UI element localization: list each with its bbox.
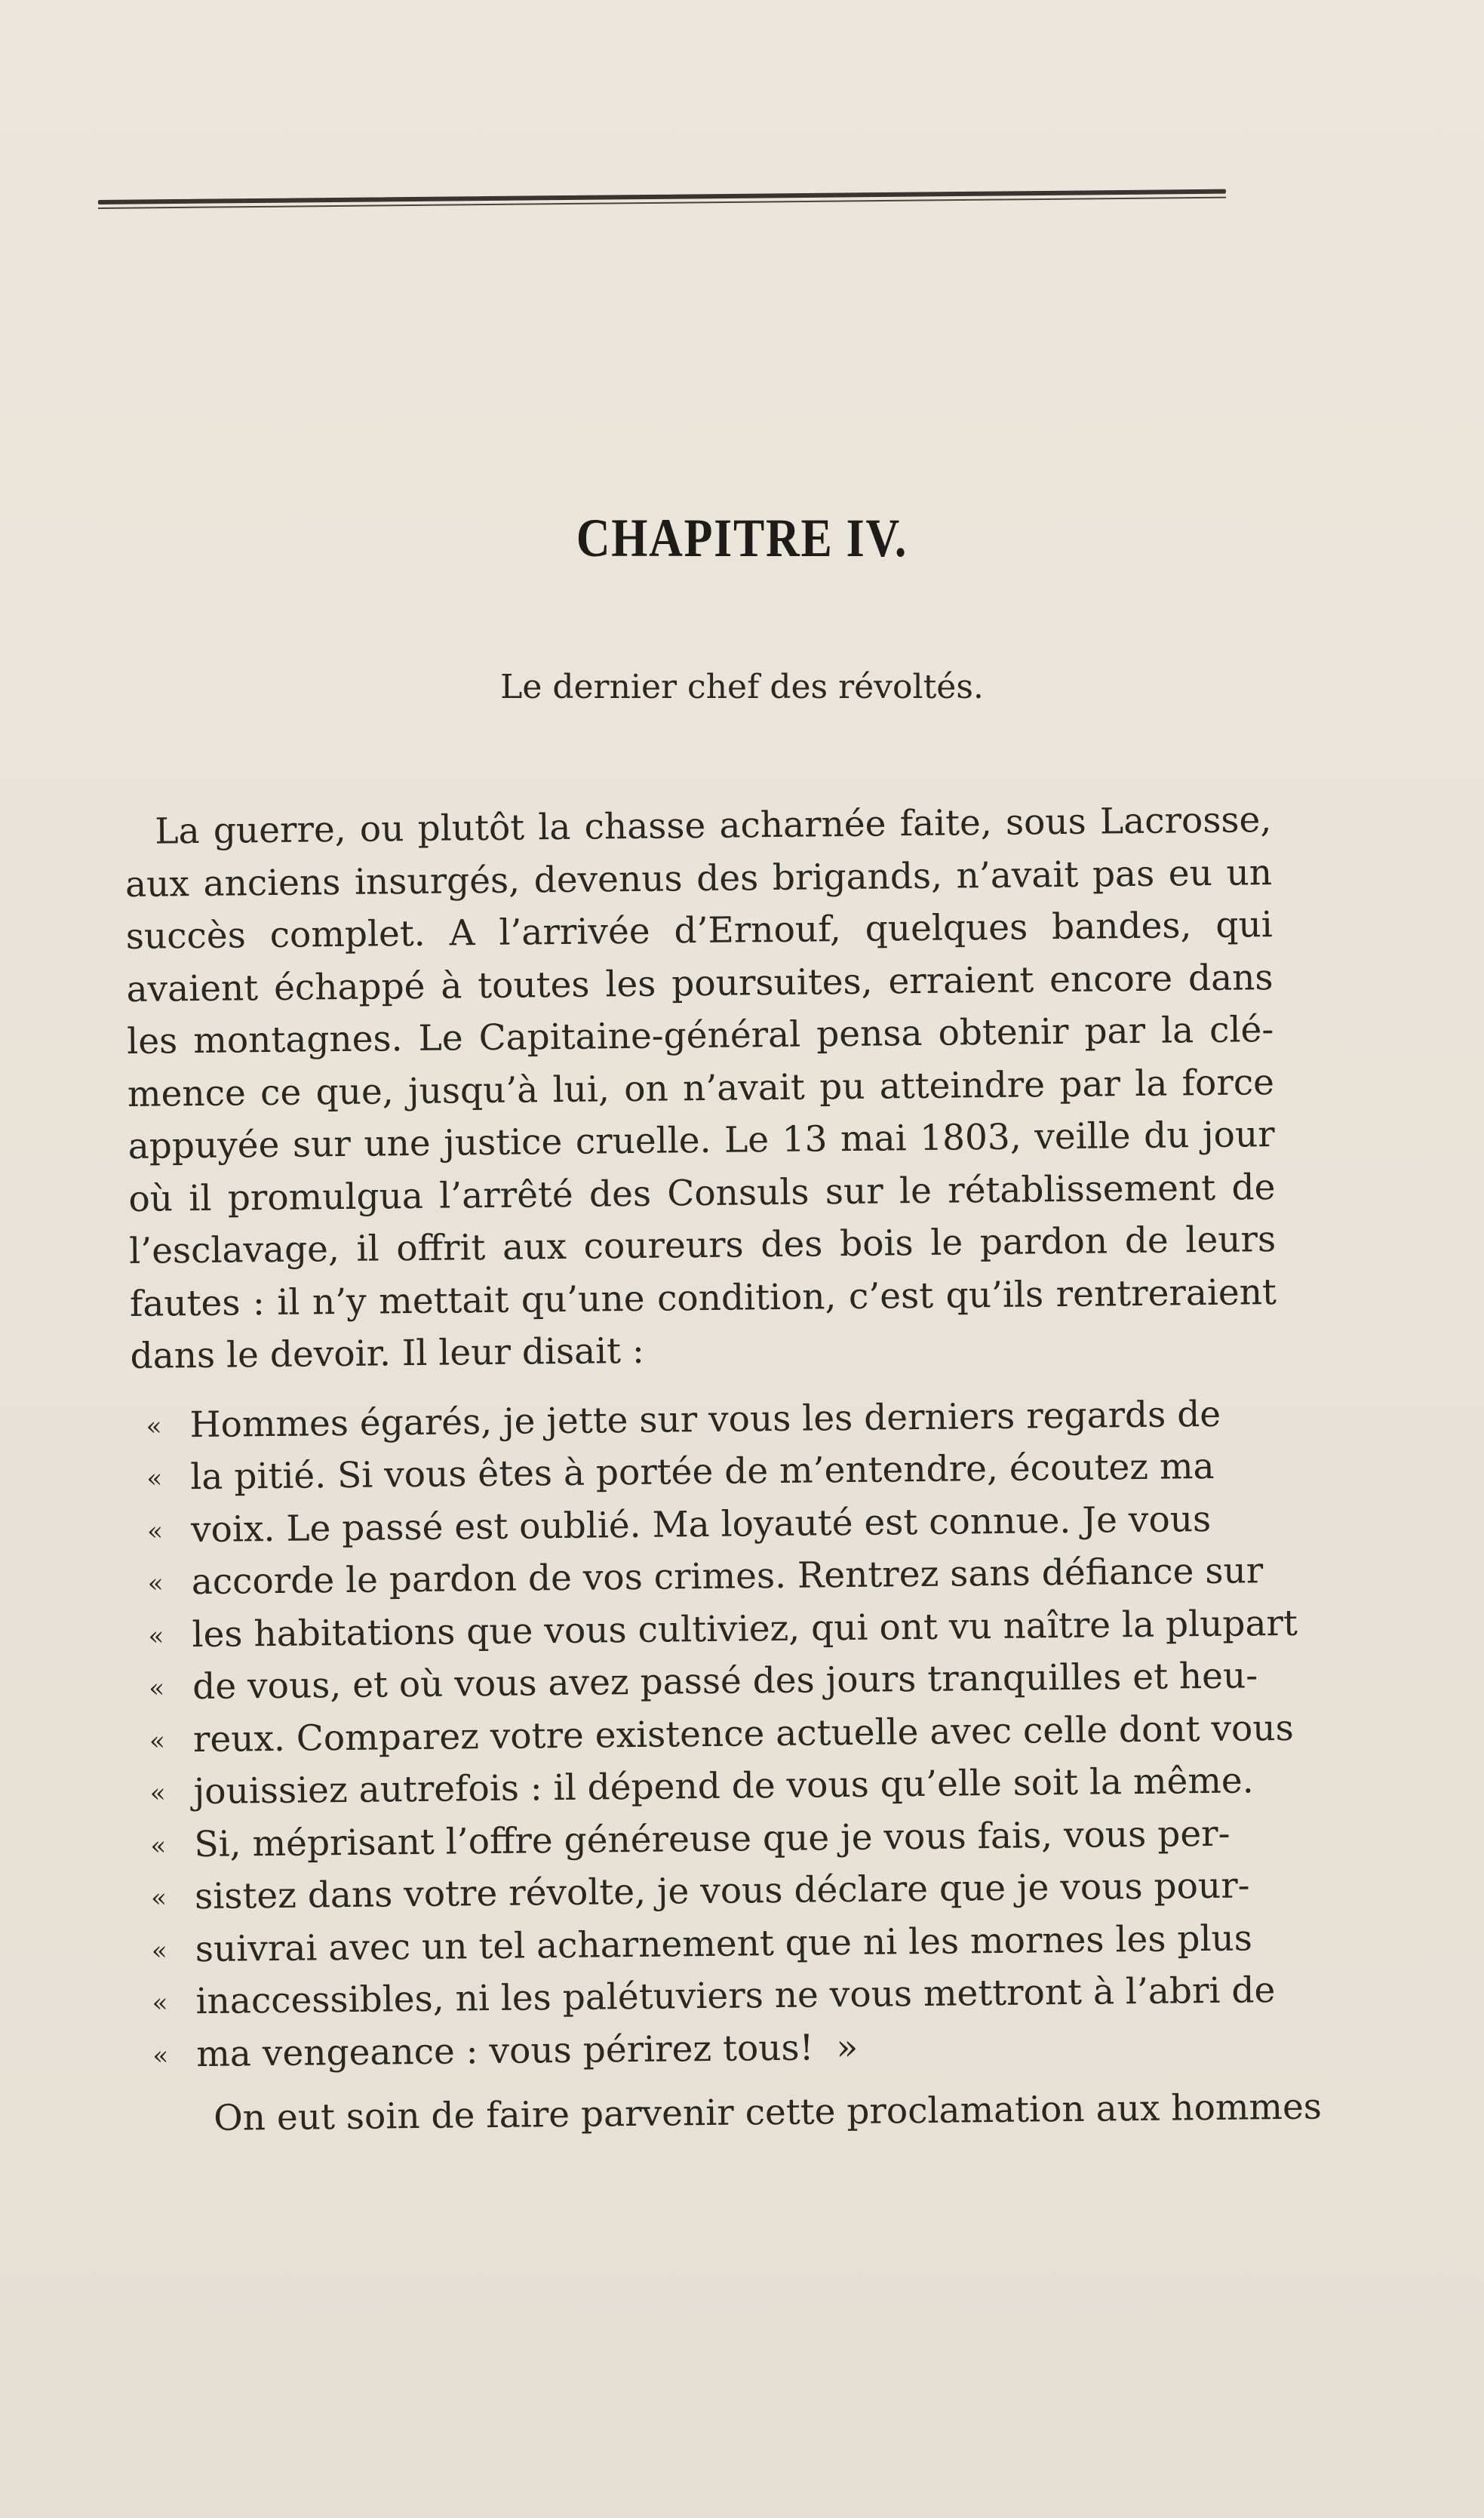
text-line: aux anciens insurgés, devenus des brigands, n’avait pas eu un xyxy=(124,851,1273,905)
text-line: les montagnes. Le Capitaine-général pensa obtenir par la clé- xyxy=(126,1009,1274,1062)
quote-mark: « xyxy=(150,1830,167,1862)
quote-mark: « xyxy=(149,1673,165,1704)
paragraph-1 xyxy=(124,794,1277,1382)
quote-mark: « xyxy=(149,1726,165,1757)
quote-text: accorde le pardon de vos crimes. Rentrez sans défiance sur xyxy=(191,1550,1264,1603)
proclamation-quote xyxy=(131,1388,1298,2081)
quote-text: jouissiez autrefois : il dépend de vous qu’elle soit la même. xyxy=(193,1760,1254,1813)
quote-text: Si, méprisant l’offre généreuse que je vous fais, vous per- xyxy=(194,1812,1231,1865)
quote-mark: « xyxy=(152,1988,168,2018)
quote-text: sistez dans votre révolte, je vous déclare que je vous pour- xyxy=(194,1865,1250,1918)
chapter-title: CHAPITRE IV. xyxy=(576,508,908,568)
quote-mark: « xyxy=(146,1411,162,1442)
quote-mark: « xyxy=(150,1883,167,1914)
quote-mark: « xyxy=(148,1621,164,1652)
quote-text: la pitié. Si vous êtes à portée de m’entendre, écoutez ma xyxy=(190,1445,1215,1499)
quote-mark: « xyxy=(149,1778,166,1809)
text-line: où il promulgua l’arrêté des Consuls sur le rétablissement de xyxy=(128,1166,1276,1220)
text-line: avaient échappé à toutes les poursuites, erraient encore dans xyxy=(126,956,1274,1010)
quote-text: de vous, et où vous avez passé des jours tranquilles et heu- xyxy=(192,1655,1258,1708)
text-line: succès complet. A l’arrivée d’Ernouf, quelques bandes, qui xyxy=(125,904,1274,958)
text-line: fautes : il n’y mettait qu’une condition, c’est qu’ils rentreraient xyxy=(129,1271,1277,1325)
text-line: mence ce que, jusqu’à lui, on n’avait pu atteindre par la force xyxy=(127,1061,1275,1115)
text-line: dans le devoir. Il leur disait : xyxy=(130,1330,645,1377)
quote-text: voix. Le passé est oublié. Ma loyauté est connue. Je vous xyxy=(190,1498,1212,1551)
quote-text: les habitations que vous cultiviez, qui ont vu naître la plupart xyxy=(192,1602,1298,1656)
close-quote-mark: » xyxy=(836,2026,859,2068)
header-double-rule xyxy=(98,189,1226,211)
quote-text: ma vengeance : vous périrez tous! xyxy=(196,2027,814,2075)
quote-mark: « xyxy=(152,2040,169,2071)
quote-mark: « xyxy=(147,1568,164,1599)
text-line-final: On eut soin de faire parvenir cette proclamation aux hommes xyxy=(213,2086,1323,2139)
text-line: l’esclavage, il offrit aux coureurs des bois le pardon de leurs xyxy=(128,1219,1277,1272)
quote-text: Hommes égarés, je jette sur vous les derniers regards de xyxy=(189,1393,1221,1446)
body-text xyxy=(124,794,1323,2145)
quote-text: reux. Comparez votre existence actuelle avec celle dont vous xyxy=(192,1707,1294,1760)
text-line: La guerre, ou plutôt la chasse acharnée faite, sous Lacrosse, xyxy=(155,799,1272,853)
quote-text: inaccessibles, ni les palétuviers ne vous mettront à l’abri de xyxy=(195,1969,1276,2023)
text-line: appuyée sur une justice cruelle. Le 13 mai 1803, veille du jour xyxy=(128,1114,1275,1167)
quote-mark: « xyxy=(146,1516,164,1547)
chapter-subtitle: Le dernier chef des révoltés. xyxy=(500,668,984,706)
quote-mark: « xyxy=(151,1935,167,1966)
quote-text: suivrai avec un tel acharnement que ni les mornes les plus xyxy=(195,1917,1253,1970)
quote-mark: « xyxy=(146,1463,163,1494)
